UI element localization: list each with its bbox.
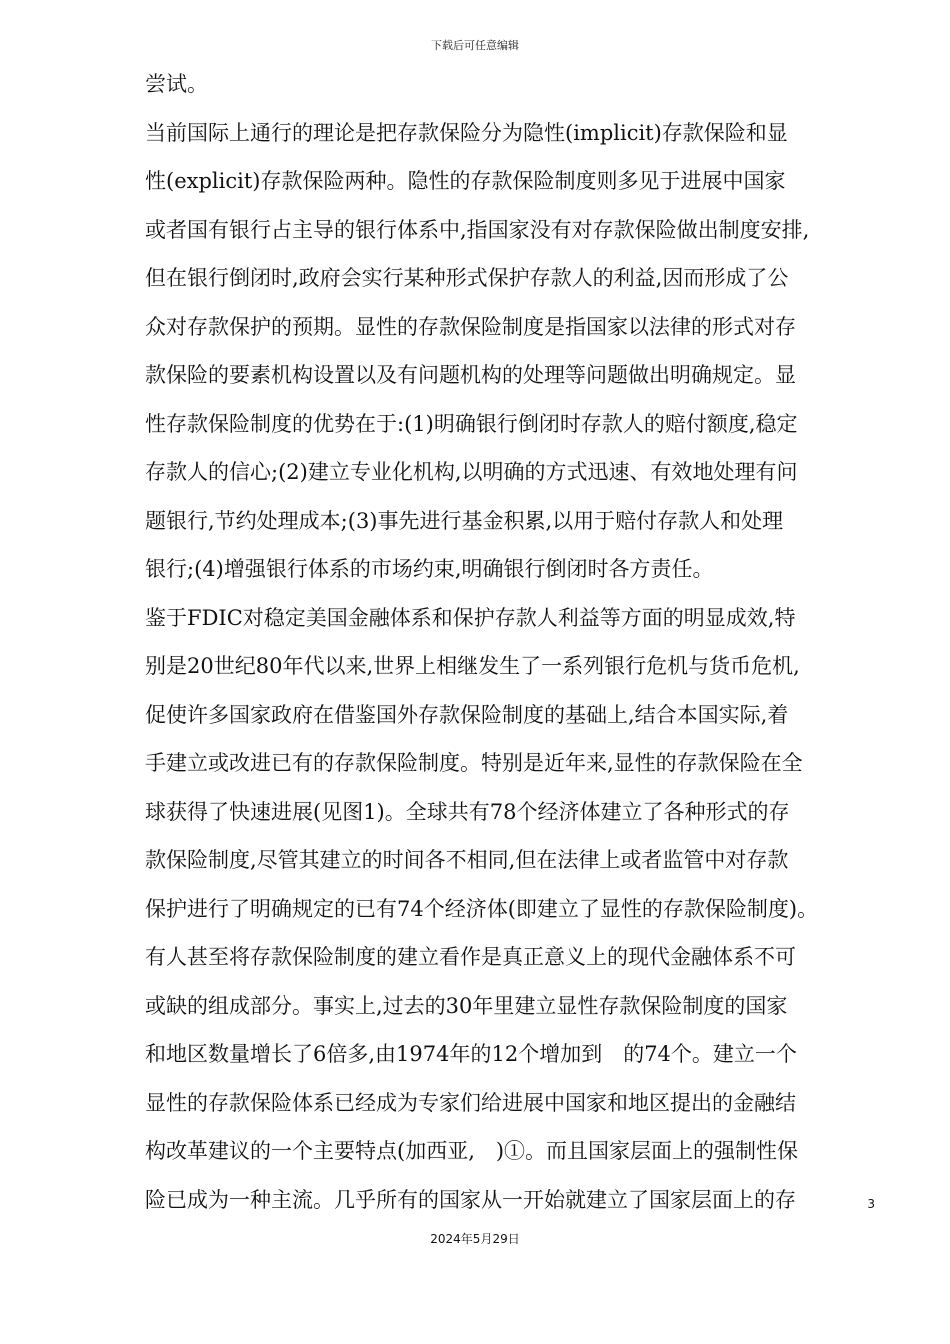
text-line: 或者国有银行占主导的银行体系中,指国家没有对存款保险做出制度安排, [145,217,810,242]
text-line: 有人甚至将存款保险制度的建立看作是真正意义上的现代金融体系不可 [145,945,796,969]
text-line: 手建立或改进已有的存款保险制度。特别是近年来,显性的存款保险在全 [145,751,803,775]
text-line: 银行;(4)增强银行体系的市场约束,明确银行倒闭时各方责任。 [145,557,714,581]
text-line: 当前国际上通行的理论是把存款保险分为隐性(implicit)存款保险和显 [145,120,788,145]
text-line: 款保险制度,尽管其建立的时间各不相同,但在法律上或者监管中对存款 [145,848,789,872]
text-line: 促使许多国家政府在借鉴国外存款保险制度的基础上,结合本国实际,着 [145,702,789,727]
text-line: 但在银行倒闭时,政府会实行某种形式保护存款人的利益,因而形成了公 [145,266,789,290]
page-number: 3 [867,1197,875,1211]
text-line: 鉴于FDIC对稳定美国金融体系和保护存款人利益等方面的明显成效,特 [145,605,796,630]
text-line: 尝试。 [145,72,208,96]
footer-date: 2024年5月29日 [430,1232,520,1246]
text-line: 球获得了快速进展(见图1)。全球共有78个经济体建立了各种形式的存 [145,799,790,824]
text-line: 和地区数量增长了6倍多,由1974年的12个增加到 的74个。建立一个 [145,1042,797,1066]
text-line: 构改革建议的一个主要特点(加西亚, )①。而且国家层面上的强制性保 [145,1139,799,1163]
text-line: 性(explicit)存款保险两种。隐性的存款保险制度则多见于进展中国家 [145,169,786,193]
text-line: 款保险的要素机构设置以及有问题机构的处理等问题做出明确规定。显 [145,363,796,387]
text-line: 存款人的信心;(2)建立专业化机构,以明确的方式迅速、有效地处理有问 [145,460,798,484]
text-line: 或缺的组成部分。事实上,过去的30年里建立显性存款保险制度的国家 [145,993,788,1018]
text-line: 众对存款保护的预期。显性的存款保险制度是指国家以法律的形式对存 [145,314,796,339]
text-line: 显性的存款保险体系已经成为专家们给进展中国家和地区提出的金融结 [145,1090,796,1115]
header-note: 下载后可任意编辑 [431,39,519,52]
text-line: 题银行,节约处理成本;(3)事先进行基金积累,以用于赔付存款人和处理 [145,508,784,533]
text-line: 别是20世纪80年代以来,世界上相继发生了一系列银行危机与货币危机, [145,654,800,678]
text-line: 保护进行了明确规定的已有74个经济体(即建立了显性的存款保险制度)。 [145,896,819,921]
document-body [145,60,885,1224]
text-line: 性存款保险制度的优势在于:(1)明确银行倒闭时存款人的赔付额度,稳定 [145,411,798,436]
text-line: 险已成为一种主流。几乎所有的国家从一开始就建立了国家层面上的存 [145,1187,796,1212]
